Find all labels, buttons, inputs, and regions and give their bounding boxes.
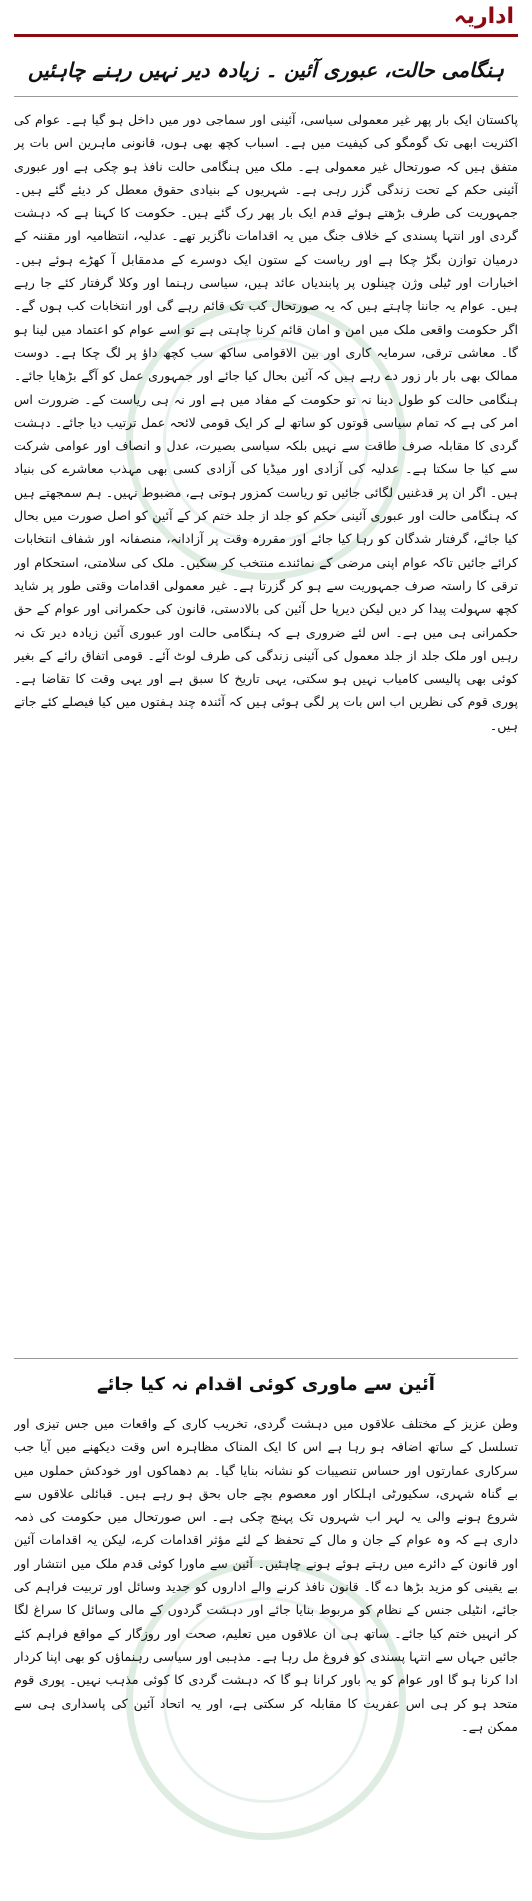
editorial-title: ہنگامی حالت، عبوری آئین ۔ زیادہ دیر نہیں رہنے چاہئیں (28, 58, 504, 82)
header-rule (14, 34, 518, 37)
section-paragraph: وطن عزیز کے مختلف علاقوں میں دہشت گردی، تخریب کاری کے واقعات میں جس تیزی اور تسلسل کے ساتھ اضافہ ہو رہا ہے اس کا ایک المناک مظاہرہ اس وقت دیکھنے میں آیا جب سرکاری عمارتوں اور حساس تنصیبات کو نشانہ بنایا گیا۔ بم دھماکوں اور خودکش حملوں میں بے گناہ شہری، سکیورٹی اہلکار اور معصوم بچے جاں بحق ہو رہے ہیں۔ قبائلی علاقوں سے شروع ہونے والی یہ لہر اب شہروں تک پہنچ چکی ہے۔ اس صورتحال میں حکومت کی ذمہ داری ہے کہ وہ عوام کے جان و مال کے تحفظ کے لئے مؤثر اقدامات کرے، لیکن یہ اقدامات آئین اور قانون کے دائرے میں رہتے ہوئے ہونے چاہئیں۔ آئین سے ماورا کوئی قدم ملک میں انتشار اور بے یقینی کو مزید بڑھا دے گا۔ قانون نافذ کرنے والے اداروں کو جدید وسائل اور تربیت فراہم کی جائے، انٹیلی جنس کے نظام کو مربوط بنایا جائے اور دہشت گردوں کے مالی وسائل کا سراغ لگا کر انہیں ختم کیا جائے۔ ساتھ ہی ان علاقوں میں تعلیم، صحت اور روزگار کے مواقع فراہم کئے جائیں جہاں سے انتہا پسندی کو فروغ مل رہا ہے۔ مذہبی اور سیاسی رہنماؤں کو بھی اپنا کردار ادا کرنا ہو گا اور عوام کو یہ باور کرانا ہو گا کہ دہشت گردی کا کوئی مذہب نہیں۔ پوری قوم متحد ہو کر ہی اس عفریت کا مقابلہ کر سکتی ہے، اور یہ اتحاد آئین کی پاسداری ہی سے ممکن ہے۔ (14, 1416, 518, 1734)
editorial-body (14, 108, 518, 1343)
page-header (0, 0, 532, 40)
section-body (14, 1412, 518, 1897)
section-title: آئین سے ماوری کوئی اقدام نہ کیا جائے (97, 1374, 435, 1395)
title-divider (14, 96, 518, 97)
section-label: اداریہ (453, 4, 514, 29)
section-divider (14, 1358, 518, 1359)
editorial-paragraph: پاکستان ایک بار پھر غیر معمولی سیاسی، آئینی اور سماجی دور میں داخل ہو گیا ہے۔ عوام کی اکثریت ابھی تک گومگو کی کیفیت میں ہے۔ اسباب کچھ بھی ہوں، قانونی ماہرین اس بات پر متفق ہیں کہ صورتحال غیر معمولی ہے۔ ملک میں ہنگامی حالت نافذ ہو چکی ہے اور عبوری آئینی حکم کے تحت زندگی گزر رہی ہے۔ شہریوں کے بنیادی حقوق معطل کر دیئے گئے ہیں۔ جمہوریت کی طرف بڑھتے ہوئے قدم ایک بار پھر رک گئے ہیں۔ حکومت کا کہنا ہے کہ دہشت گردی اور انتہا پسندی کے خلاف جنگ میں یہ اقدامات ناگزیر تھے۔ عدلیہ، انتظامیہ اور مقننہ کے درمیان توازن بگڑ چکا ہے اور ریاست کے ستون ایک دوسرے کے مدمقابل آ کھڑے ہوئے ہیں۔ اخبارات اور ٹیلی وژن چینلوں پر پابندیاں عائد ہیں، سیاسی رہنما اور وکلا گرفتار کئے جا رہے ہیں۔ عوام یہ جاننا چاہتے ہیں کہ یہ صورتحال کب تک قائم رہے گی اور انتخابات کب ہوں گے۔ اگر حکومت واقعی ملک میں امن و امان قائم کرنا چاہتی ہے تو اسے عوام کو اعتماد میں لینا ہو گا۔ معاشی ترقی، سرمایہ کاری اور بین الاقوامی ساکھ سب کچھ داؤ پر لگ چکا ہے۔ دوست ممالک بھی بار بار زور دے رہے ہیں کہ آئین بحال کیا جائے اور جمہوری عمل کو آگے بڑھایا جائے۔ ہنگامی حالت کو طول دینا نہ تو حکومت کے مفاد میں ہے اور نہ ہی ریاست کے۔ ضرورت اس امر کی ہے کہ تمام سیاسی قوتوں کو ساتھ لے کر ایک قومی لائحہ عمل ترتیب دیا جائے۔ دہشت گردی کا مقابلہ صرف طاقت سے نہیں بلکہ سیاسی بصیرت، عدل و انصاف اور عوامی شرکت سے کیا جا سکتا ہے۔ عدلیہ کی آزادی اور میڈیا کی آزادی کسی بھی مہذب معاشرے کی بنیاد ہیں۔ اگر ان پر قدغنیں لگائی جائیں تو ریاست کمزور ہوتی ہے، مضبوط نہیں۔ ہم سمجھتے ہیں کہ ہنگامی حالت اور عبوری آئینی حکم کو جلد از جلد ختم کر کے آئین کو اصل صورت میں بحال کیا جائے، گرفتار شدگان کو رہا کیا جائے اور مقررہ وقت پر آزادانہ، منصفانہ اور شفاف انتخابات کرائے جائیں تاکہ عوام اپنی مرضی کے نمائندے منتخب کر سکیں۔ ملک کی سلامتی، استحکام اور ترقی کا راستہ صرف جمہوریت سے ہو کر گزرتا ہے۔ غیر معمولی اقدامات وقتی طور پر شاید کچھ سہولت پیدا کر دیں لیکن دیرپا حل آئین کی بالادستی، قانون کی حکمرانی اور عوام کے حق حکمرانی ہی میں ہے۔ اس لئے ضروری ہے کہ ہنگامی حالت اور عبوری آئین زیادہ دیر تک نہ رہیں اور ملک جلد از جلد معمول کی آئینی زندگی کی طرف لوٹ آئے۔ قومی اتفاق رائے کے بغیر کوئی بھی پالیسی کامیاب نہیں ہو سکتی، یہی تاریخ کا سبق ہے اور یہی وقت کا تقاضا ہے۔ پوری قوم کی نظریں اب اس بات پر لگی ہوئی ہیں کہ آئندہ چند ہفتوں میں کیا فیصلے کئے جاتے ہیں۔ (14, 112, 518, 733)
